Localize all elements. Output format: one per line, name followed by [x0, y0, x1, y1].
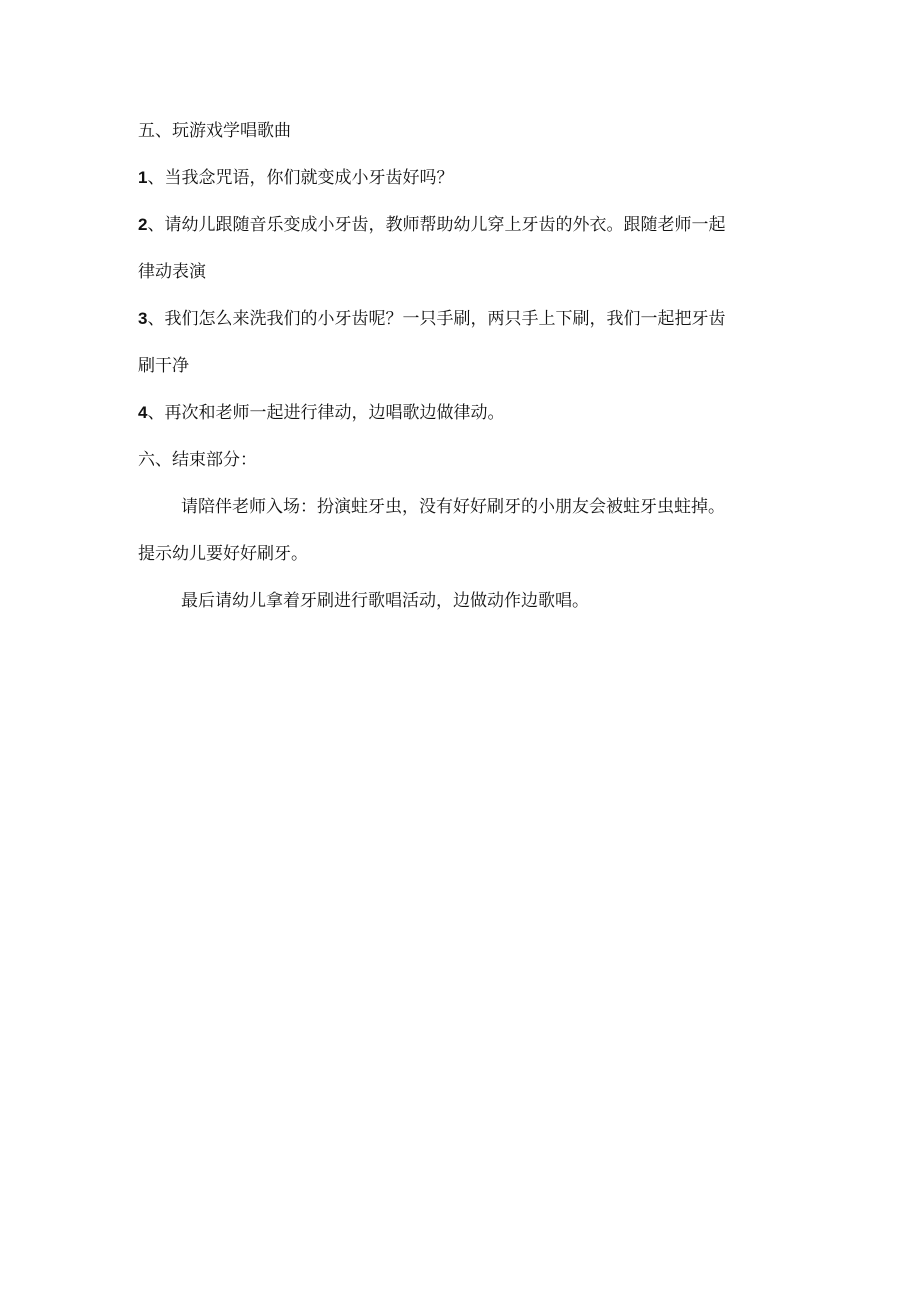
- list-item-text: 、当我念咒语，你们就变成小牙齿好吗？: [147, 168, 454, 188]
- list-number: 3: [138, 309, 148, 328]
- list-item-text: 、请幼儿跟随音乐变成小牙齿，教师帮助幼儿穿上牙齿的外衣。跟随老师一起: [147, 215, 726, 235]
- list-item-2-continuation: 律动表演: [138, 262, 206, 282]
- list-item-3-continuation: 刷干净: [138, 356, 189, 376]
- document-body: [138, 116, 788, 633]
- paragraph-2: 最后请幼儿拿着牙刷进行歌唱活动，边做动作边歌唱。: [181, 591, 589, 611]
- list-item-4: [138, 398, 788, 428]
- section-heading-5: 五、玩游戏学唱歌曲: [138, 121, 291, 141]
- list-item-1: [138, 163, 788, 193]
- list-item-text: 、我们怎么来洗我们的小牙齿呢？一只手刷，两只手上下刷，我们一起把牙齿: [147, 309, 726, 329]
- list-item-2: [138, 210, 788, 240]
- list-item-3: [138, 304, 788, 334]
- paragraph-1: 请陪伴老师入场：扮演蛀牙虫，没有好好刷牙的小朋友会被蛀牙虫蛀掉。: [181, 497, 725, 517]
- list-number: 1: [138, 168, 148, 187]
- list-item-text: 、再次和老师一起进行律动，边唱歌边做律动。: [147, 403, 505, 423]
- paragraph-1-continuation: 提示幼儿要好好刷牙。: [138, 544, 308, 564]
- section-heading-6: 六、结束部分：: [138, 450, 257, 470]
- list-number: 4: [138, 403, 148, 422]
- list-number: 2: [138, 215, 148, 234]
